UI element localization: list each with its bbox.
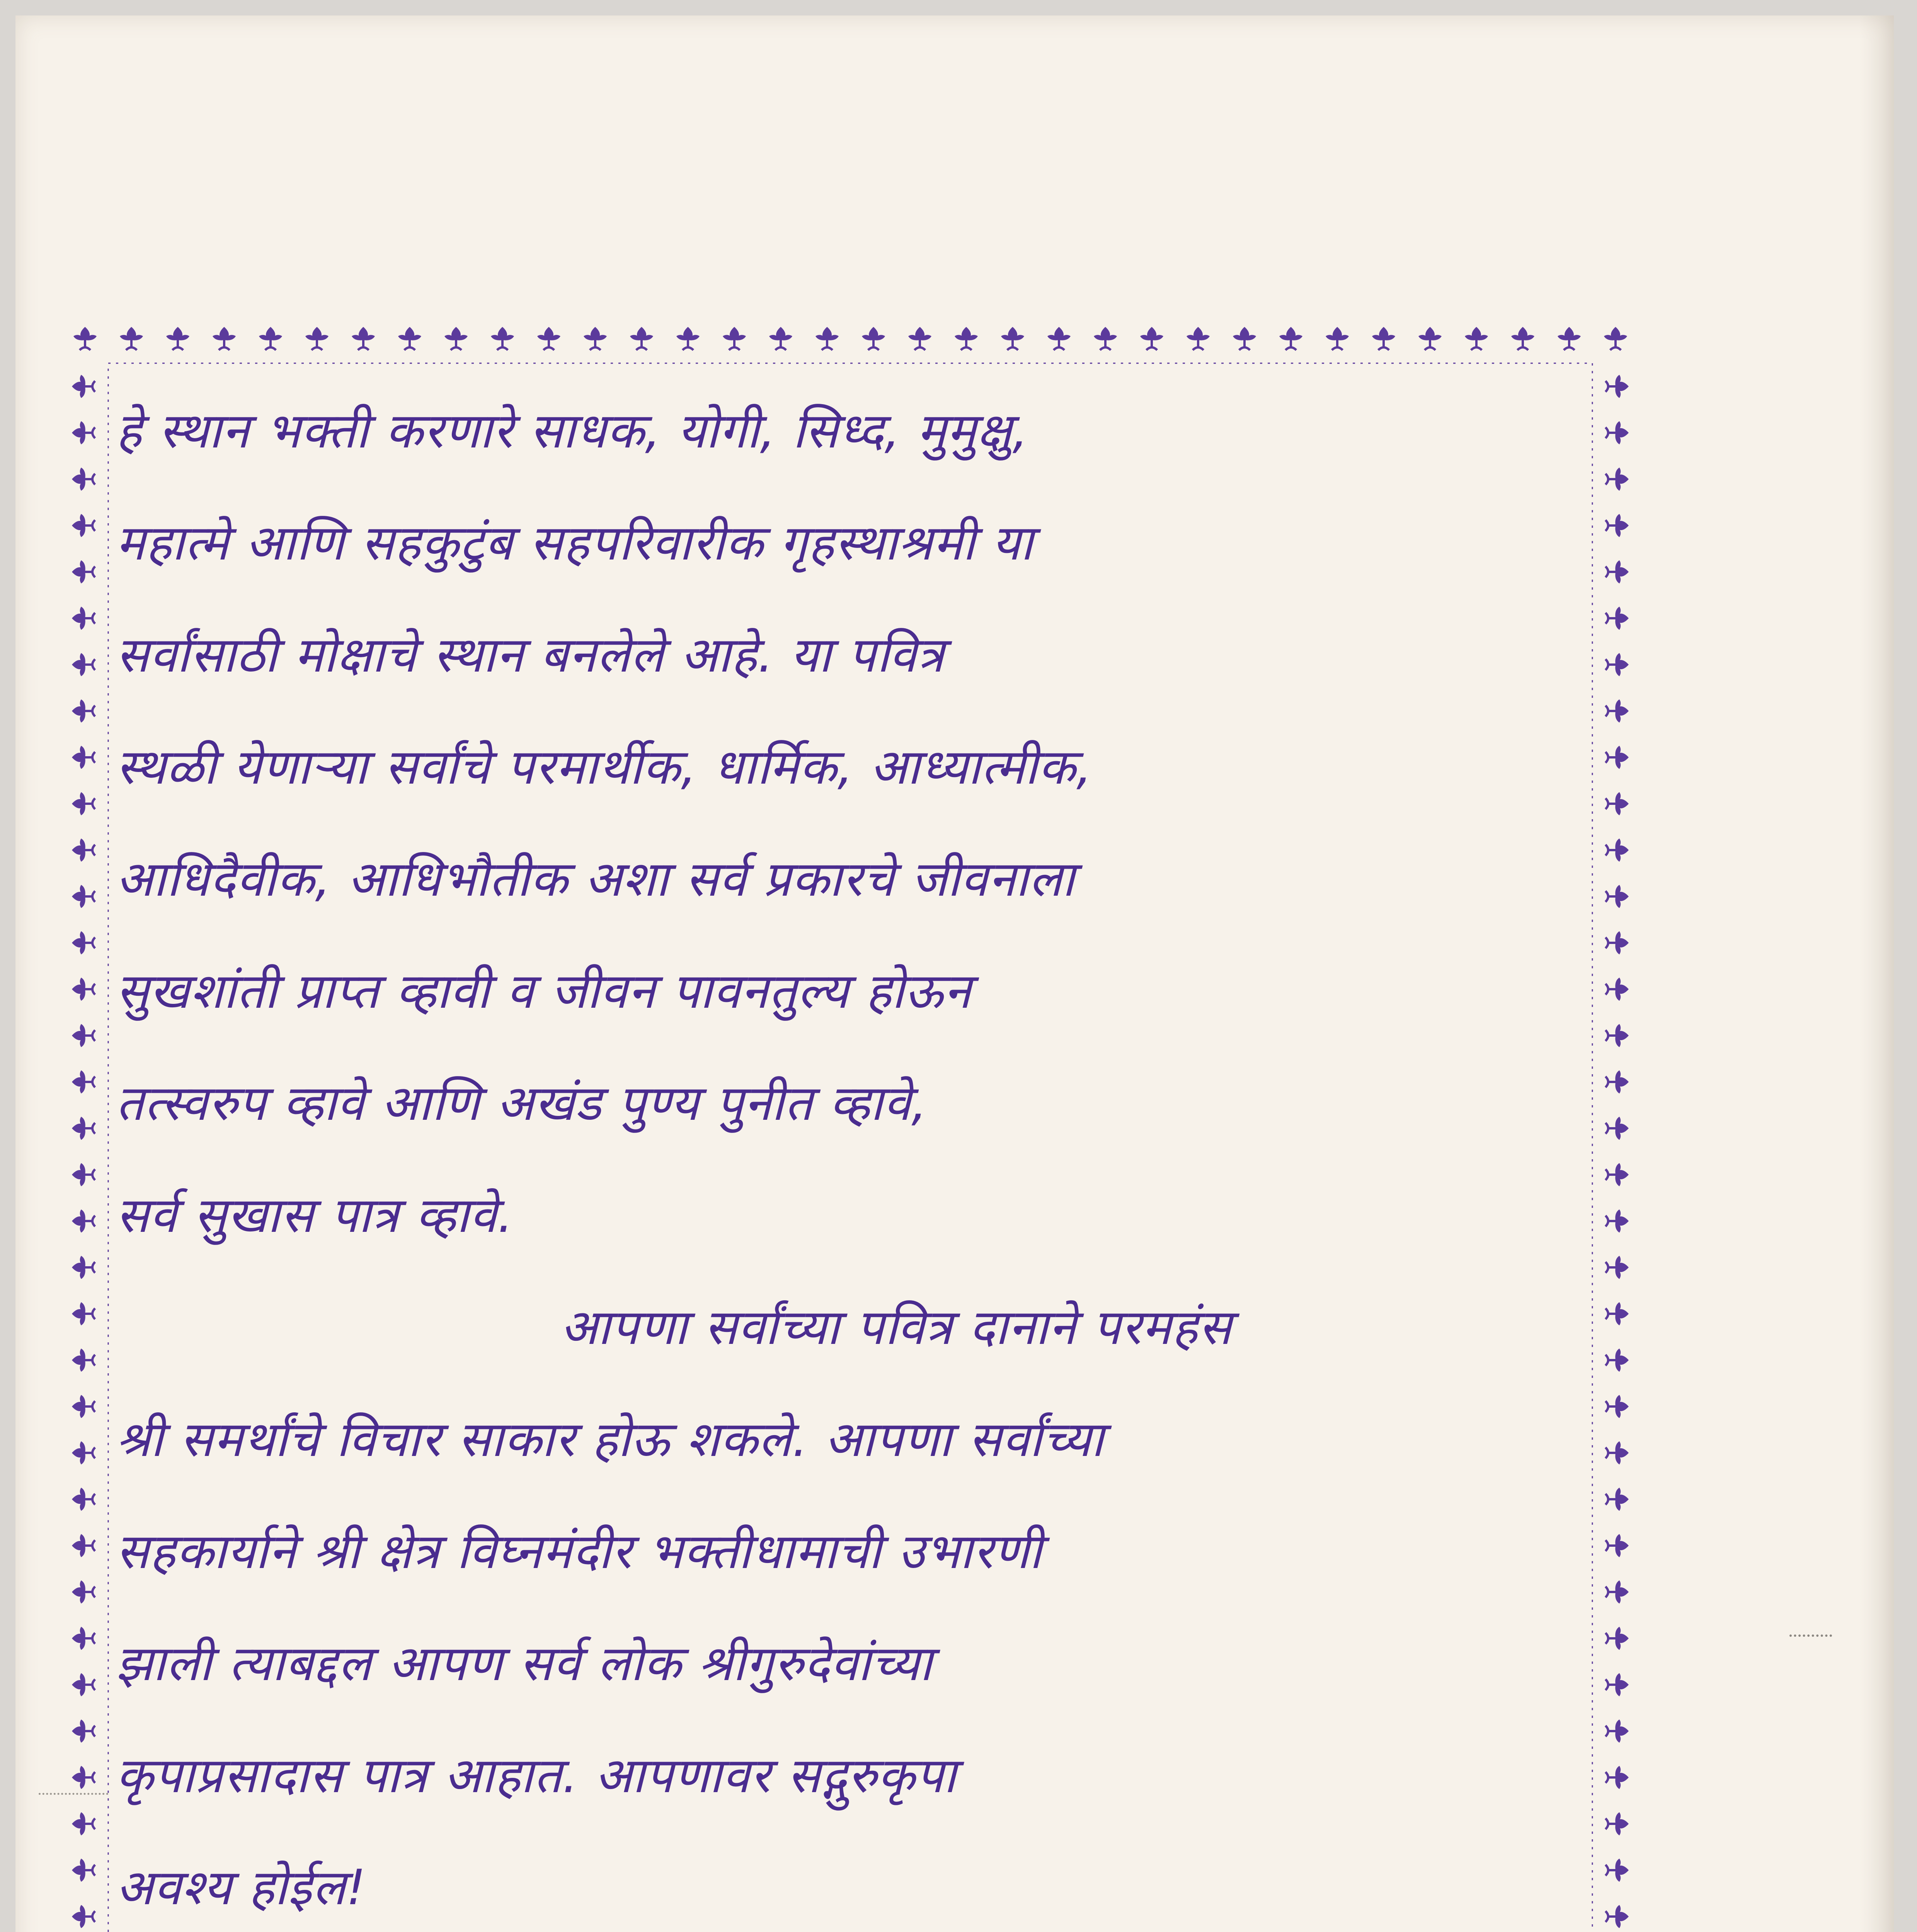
- border-flower-icon: [72, 560, 95, 583]
- border-flower-icon: [72, 1349, 95, 1372]
- border-flower-icon: [1605, 746, 1629, 769]
- letter-line: सर्व सुखास पात्र व्हावे.: [116, 1187, 514, 1243]
- border-flower-icon: [1605, 1117, 1629, 1140]
- letter-line: श्री समर्थांचे विचार साकार होऊ शकले. आपणा सर्वांच्या: [116, 1411, 1105, 1468]
- border-flower-icon: [1605, 1905, 1629, 1928]
- border-flower-icon: [630, 327, 653, 350]
- border-flower-icon: [72, 1070, 95, 1094]
- border-flower-icon: [72, 1441, 95, 1464]
- letter-line: सुखशांती प्राप्त व्हावी व जीवन पावनतुल्य होऊन: [116, 963, 972, 1019]
- border-flower-icon: [1605, 1070, 1629, 1094]
- border-flower-icon: [72, 978, 95, 1001]
- border-flower-icon: [72, 421, 95, 444]
- border-flower-icon: [72, 1859, 95, 1882]
- letter-body: [116, 375, 1608, 1932]
- border-flower-icon: [1187, 327, 1210, 350]
- border-flower-icon: [72, 514, 95, 537]
- border-flower-icon: [1604, 327, 1627, 350]
- border-flower-icon: [72, 1024, 95, 1047]
- border-flower-icon: [537, 327, 560, 350]
- border-flower-icon: [584, 327, 607, 350]
- border-flower-icon: [444, 327, 468, 350]
- border-flower-icon: [72, 1534, 95, 1557]
- border-flower-icon: [1605, 792, 1629, 815]
- letter-line: हे स्थान भक्ती करणारे साधक, योगी, सिध्द, मुमुक्षु,: [116, 402, 1029, 459]
- border-flower-icon: [769, 327, 792, 350]
- border-flower-icon: [1605, 978, 1629, 1001]
- border-flower-icon: [72, 1580, 95, 1604]
- border-flower-icon: [72, 1209, 95, 1233]
- border-flower-icon: [1605, 607, 1629, 630]
- border-flower-icon: [1605, 885, 1629, 908]
- border-flower-icon: [1326, 327, 1349, 350]
- border-flower-icon: [352, 327, 375, 350]
- border-flower-icon: [491, 327, 514, 350]
- border-flower-icon: [1605, 421, 1629, 444]
- border-flower-icon: [1605, 1719, 1629, 1743]
- letter-line: झाली त्याबद्दल आपण सर्व लोक श्रीगुरुदेवांच्या: [116, 1635, 933, 1692]
- border-flower-icon: [72, 1905, 95, 1928]
- border-flower-icon: [120, 327, 143, 350]
- border-flower-icon: [1605, 1812, 1629, 1835]
- border-flower-icon: [1605, 560, 1629, 583]
- border-flower-icon: [72, 838, 95, 862]
- border-flower-icon: [1605, 1256, 1629, 1279]
- border-flower-icon: [1605, 375, 1629, 398]
- border-flower-icon: [259, 327, 282, 350]
- border-flower-icon: [166, 327, 189, 350]
- border-flower-icon: [72, 375, 95, 398]
- paper-mark: [39, 1793, 108, 1795]
- border-flower-icon: [1605, 1766, 1629, 1789]
- border-flower-icon: [1605, 1627, 1629, 1650]
- border-flower-icon: [1605, 468, 1629, 491]
- letter-line: सहकार्याने श्री क्षेत्र विघ्नमंदीर भक्तीधामाची उभारणी: [116, 1523, 1043, 1580]
- border-flower-icon: [1605, 1209, 1629, 1233]
- paper-mark: [1789, 1634, 1832, 1642]
- letter-page: [15, 15, 1894, 1932]
- border-flower-icon: [72, 1302, 95, 1325]
- border-flower-icon: [1558, 327, 1581, 350]
- letter-line: आधिदैवीक, आधिभौतीक अशा सर्व प्रकारचे जीवनाला: [116, 850, 1076, 907]
- border-flower-icon: [73, 327, 97, 350]
- border-flower-icon: [1233, 327, 1256, 350]
- border-flower-icon: [1605, 653, 1629, 676]
- border-flower-icon: [1094, 327, 1117, 350]
- border-flower-icon: [955, 327, 978, 350]
- border-flower-icon: [72, 699, 95, 723]
- border-flower-icon: [1605, 1859, 1629, 1882]
- border-flower-icon: [213, 327, 236, 350]
- border-flower-icon: [1605, 1580, 1629, 1604]
- border-flower-icon: [1465, 327, 1488, 350]
- border-flower-icon: [72, 1812, 95, 1835]
- border-flower-icon: [305, 327, 329, 350]
- border-flower-icon: [72, 1719, 95, 1743]
- border-flower-icon: [72, 607, 95, 630]
- border-flower-icon: [1605, 1534, 1629, 1557]
- border-flower-icon: [72, 1256, 95, 1279]
- border-flower-icon: [1605, 931, 1629, 954]
- border-flower-icon: [1605, 514, 1629, 537]
- border-flower-icon: [1605, 1163, 1629, 1186]
- border-flower-icon: [72, 1488, 95, 1511]
- border-flower-icon: [72, 1395, 95, 1418]
- border-flower-icon: [72, 653, 95, 676]
- border-flower-icon: [72, 885, 95, 908]
- page-edge-shadow: [1859, 15, 1894, 1932]
- letter-line: महात्मे आणि सहकुटुंब सहपरिवारीक गृहस्थाश्रमी या: [116, 514, 1034, 571]
- border-flower-icon: [1605, 838, 1629, 862]
- border-flower-icon: [72, 746, 95, 769]
- border-flower-icon: [1418, 327, 1442, 350]
- border-flower-icon: [1001, 327, 1024, 350]
- border-flower-icon: [398, 327, 421, 350]
- border-flower-icon: [1605, 1349, 1629, 1372]
- border-flower-icon: [676, 327, 700, 350]
- letter-line: आपणा सर्वांच्या पवित्र दानाने परमहंस: [560, 1299, 1233, 1355]
- border-flower-icon: [1140, 327, 1163, 350]
- border-flower-icon: [1279, 327, 1302, 350]
- border-flower-icon: [1605, 1673, 1629, 1696]
- border-flower-icon: [72, 1766, 95, 1789]
- border-flower-icon: [723, 327, 746, 350]
- border-flower-icon: [1511, 327, 1534, 350]
- border-flower-icon: [908, 327, 931, 350]
- letter-line: सर्वांसाठी मोक्षाचे स्थान बनलेले आहे. या पवित्र: [116, 626, 945, 683]
- border-flower-icon: [815, 327, 839, 350]
- border-flower-icon: [1605, 699, 1629, 723]
- border-flower-icon: [72, 792, 95, 815]
- border-flower-icon: [1605, 1024, 1629, 1047]
- letter-line: तत्स्वरुप व्हावे आणि अखंड पुण्य पुनीत व्हावे,: [116, 1075, 928, 1131]
- letter-line: अवश्य होईल!: [116, 1859, 367, 1916]
- border-flower-icon: [72, 931, 95, 954]
- border-flower-icon: [1047, 327, 1071, 350]
- border-flower-icon: [72, 1117, 95, 1140]
- border-flower-icon: [1372, 327, 1395, 350]
- border-flower-icon: [1605, 1302, 1629, 1325]
- border-flower-icon: [72, 1673, 95, 1696]
- border-flower-icon: [72, 1627, 95, 1650]
- border-flower-icon: [1605, 1488, 1629, 1511]
- letter-line: कृपाप्रसादास पात्र आहात. आपणावर सद्गुरुकृपा: [116, 1747, 957, 1804]
- border-flower-icon: [72, 468, 95, 491]
- border-flower-icon: [1605, 1395, 1629, 1418]
- border-flower-icon: [72, 1163, 95, 1186]
- border-flower-icon: [862, 327, 885, 350]
- letter-line: स्थळी येणाऱ्या सर्वांचे परमार्थीक, धार्मिक, आध्यात्मीक,: [116, 738, 1093, 795]
- border-flower-icon: [1605, 1441, 1629, 1464]
